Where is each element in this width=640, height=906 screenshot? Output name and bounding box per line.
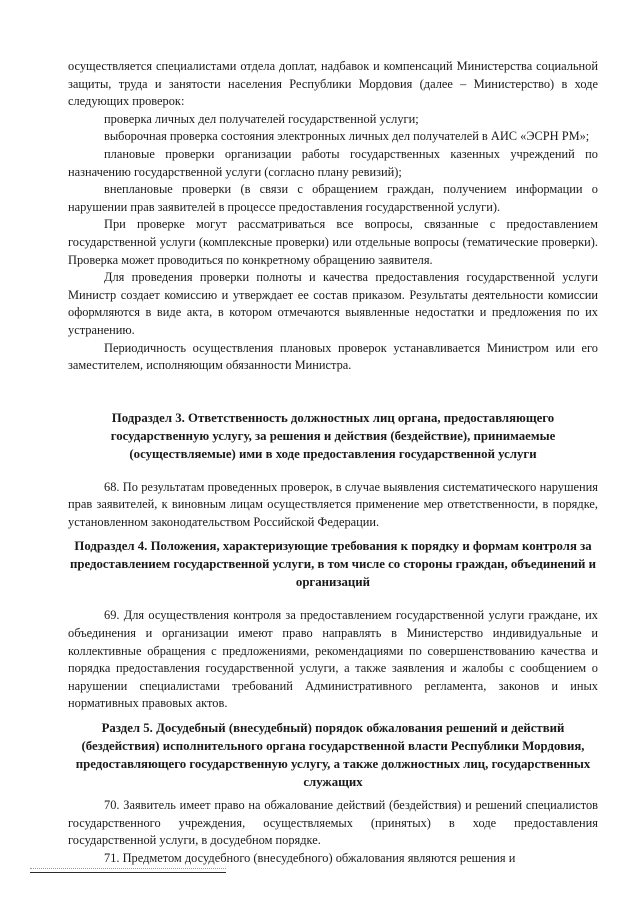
- footer-dotted-line: [30, 868, 226, 869]
- check-item-unplanned: внеплановые проверки (в связи с обращением граждан, получением информации о нарушении прав заявителей в процессе предоставления государственной услуги).: [68, 182, 598, 214]
- paragraph-70: 70. Заявитель имеет право на обжалование действий (бездействия) и решений специалистов государственного учреждения, осуществляемых (принятых) в ходе предоставления государственной услуги, в досудебном порядке.: [68, 798, 598, 848]
- paragraph-71: 71. Предметом досудебного (внесудебного) обжалования являются решения и: [104, 850, 516, 865]
- scope-paragraph: При проверке могут рассматриваться все вопросы, связанные с предоставлением государственной услуги (комплексные проверки) или отдельные вопросы (тематические проверки). Проверка может проводиться по конкретному обращению заявителя.: [68, 217, 598, 267]
- check-item-personal-files: проверка личных дел получателей государственной услуги;: [104, 111, 419, 126]
- section-5-heading: Раздел 5. Досудебный (внесудебный) порядок обжалования решений и действий (бездействия) исполнительного органа государственной власти Республики Мордовия, предоставляющего государственную услугу, а также должностных лиц, государственных служащих: [75, 721, 591, 790]
- paragraph-69: 69. Для осуществления контроля за предоставлением государственной услуги граждане, их объединения и организации имеют право направлять в Министерство индивидуальные и коллективные обращения с предложениями, рекомендациями по совершенствованию качества и порядка предоставления государственной услуги, а также заявления и жалобы с сообщением о нарушении специалистами требований Административного регламента, законов и иных нормативных правовых актов.: [68, 608, 598, 711]
- periodicity-paragraph: Периодичность осуществления плановых проверок устанавливается Министром или его заместителем, исполняющим обязанности Министра.: [68, 340, 598, 373]
- check-item-planned: плановые проверки организации работы государственных казенных учреждений по назначению государственной услуги (согласно плану ревизий);: [68, 146, 598, 179]
- spacer: [68, 375, 598, 409]
- spacer: [68, 591, 598, 607]
- spacer: [68, 463, 598, 479]
- subsection-3-heading: Подраздел 3. Ответственность должностных лиц органа, предоставляющего государственную услугу, за решения и действия (бездействие), принимаемые (осуществляемые) ими в ходе предоставления государственной услуги: [110, 410, 556, 461]
- paragraph-68: 68. По результатам проведенных проверок, в случае выявления систематического нарушения прав заявителей, к виновным лицам осуществляется применение мер ответственности, в порядке, установленном законодательством Российской Федерации.: [68, 479, 598, 529]
- check-item-electronic-files: выборочная проверка состояния электронных личных дел получателей в АИС «ЭСРН РМ»;: [104, 129, 590, 144]
- intro-lead-paragraph: осуществляется специалистами отдела доплат, надбавок и компенсаций Министерства социальной защиты, труда и занятости населения Республики Мордовия (далее – Министерство) в ходе следующих проверок:: [68, 59, 598, 109]
- commission-paragraph: Для проведения проверки полноты и качества предоставления государственной услуги Министр создает комиссию и утверждает ее состав приказом. Результаты деятельности комиссии оформляются в виде акта, в котором отмечаются выявленные недостатки и предложения по их устранению.: [68, 270, 598, 337]
- footer-rule: [30, 872, 226, 873]
- subsection-4-heading: Подраздел 4. Положения, характеризующие требования к порядку и формам контроля за предоставлением государственной услуги, в том числе со стороны граждан, объединений и организаций: [70, 539, 596, 590]
